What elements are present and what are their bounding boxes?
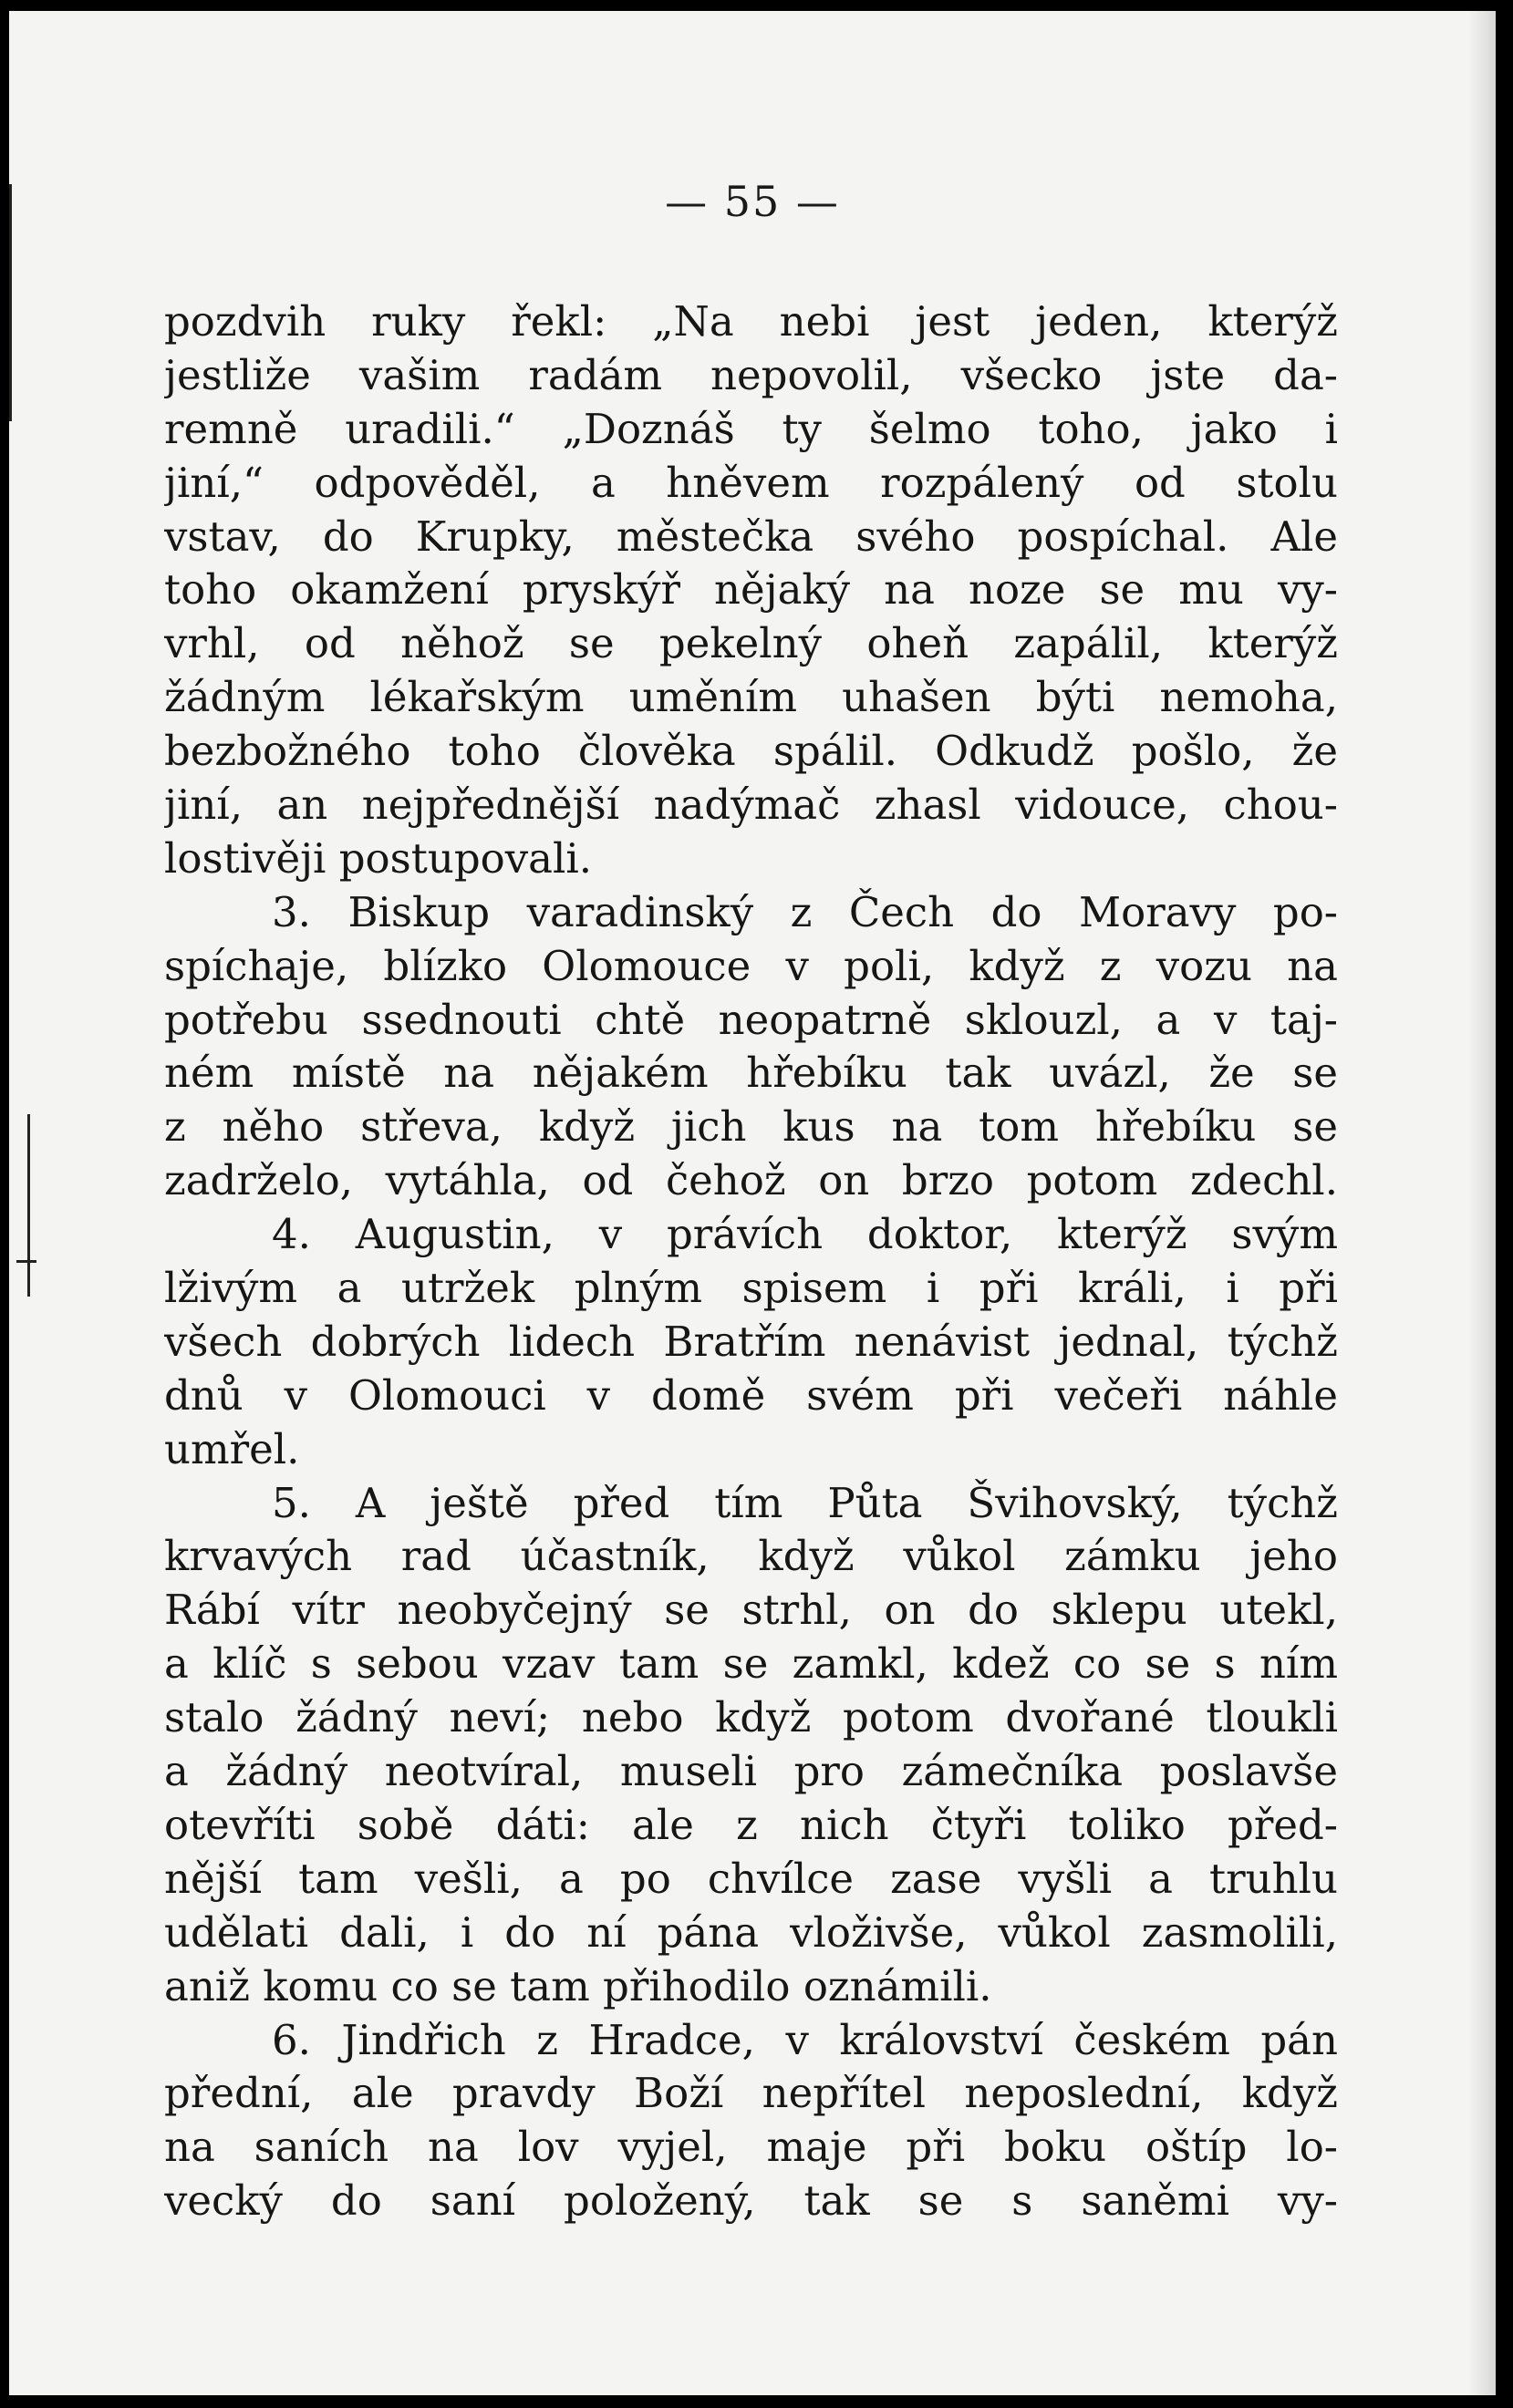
text-line: aniž komu co se tam přihodilo oznámili.	[164, 1961, 992, 2010]
text-line: toho okamžení pryskýř nějaký na noze se mu vy-	[164, 565, 1338, 615]
text-line: pozdvih ruky řekl: „Na nebi jest jeden, kterýž	[164, 297, 1338, 346]
text-line: umřel.	[164, 1424, 300, 1473]
text-line: a žádný neotvíral, museli pro zámečníka poslavše	[164, 1747, 1338, 1796]
text-line: vecký do saní položený, tak se s saněmi vy-	[164, 2176, 1338, 2226]
text-line: všech dobrých lidech Bratřím nenávist jednal, týchž	[164, 1317, 1338, 1366]
text-line: remně uradili.“ „Doznáš ty šelmo toho, jako i	[164, 404, 1338, 453]
text-line: lživým a utržek plným spisem i při králi, i při	[164, 1264, 1338, 1313]
page-body-text	[164, 295, 1338, 2228]
margin-mark-dash	[16, 1260, 36, 1263]
text-line: 6. Jindřich z Hradce, v království českém pán	[272, 2015, 1338, 2064]
text-line: bezbožného toho člověka spálil. Odkudž pošlo, že	[164, 727, 1338, 776]
text-line: zadrželo, vytáhla, od čehož on brzo potom zdechl.	[164, 1156, 1338, 1205]
page-edge-shadow	[1468, 11, 1496, 2395]
text-line: lostivěji postupovali.	[164, 833, 593, 883]
text-line: jiní, an nejpřednější nadýmač zhasl vidouce, chou-	[164, 780, 1338, 830]
text-line: stalo žádný neví; nebo když potom dvořané tloukli	[164, 1693, 1338, 1742]
text-line: 3. Biskup varadinský z Čech do Moravy po-	[272, 887, 1338, 936]
text-line: dnů v Olomouci v domě svém při večeři náhle	[164, 1370, 1338, 1420]
text-line: otevříti sobě dáti: ale z nich čtyři toliko před-	[164, 1800, 1338, 1849]
text-line: Rábí vítr neobyčejný se strhl, on do sklepu utekl,	[164, 1586, 1338, 1635]
text-line: udělati dali, i do ní pána vloživše, vůkol zasmolili,	[164, 1907, 1338, 1957]
margin-mark-middle	[27, 1114, 30, 1297]
text-line: žádným lékařským uměním uhašen býti nemoha,	[164, 673, 1338, 722]
text-line: krvavých rad účastník, když vůkol zámku jeho	[164, 1532, 1338, 1581]
text-line: jiní,“ odpověděl, a hněvem rozpálený od stolu	[164, 458, 1338, 507]
text-line: vrhl, od něhož se pekelný oheň zapálil, kterýž	[164, 619, 1338, 668]
text-line: potřebu ssednouti chtě neopatrně sklouzl, a v taj-	[164, 995, 1338, 1044]
text-line: 4. Augustin, v právích doktor, kterýž svým	[272, 1210, 1338, 1259]
text-line: na saních na lov vyjel, maje při boku oštíp lo-	[164, 2123, 1338, 2172]
text-line: ném místě na nějakém hřebíku tak uvázl, že se	[164, 1049, 1338, 1098]
text-line: a klíč s sebou vzav tam se zamkl, kdež co se s ním	[164, 1639, 1338, 1689]
text-line: 5. A ještě před tím Půta Švihovský, týchž	[272, 1478, 1338, 1527]
text-line: z něho střeva, když jich kus na tom hřebíku se	[164, 1102, 1338, 1152]
text-line: spíchaje, blízko Olomouce v poli, když z vozu na	[164, 941, 1338, 990]
text-line: přední, ale pravdy Boží nepřítel neposlední, když	[164, 2069, 1338, 2118]
page-number-header: — 55 —	[665, 177, 840, 226]
text-line: nější tam vešli, a po chvílce zase vyšli a truhlu	[164, 1854, 1338, 1903]
text-line: jestliže vašim radám nepovolil, všecko jste da-	[164, 350, 1338, 399]
book-page	[9, 11, 1496, 2395]
text-line: vstav, do Krupky, městečka svého pospíchal. Ale	[164, 512, 1338, 561]
